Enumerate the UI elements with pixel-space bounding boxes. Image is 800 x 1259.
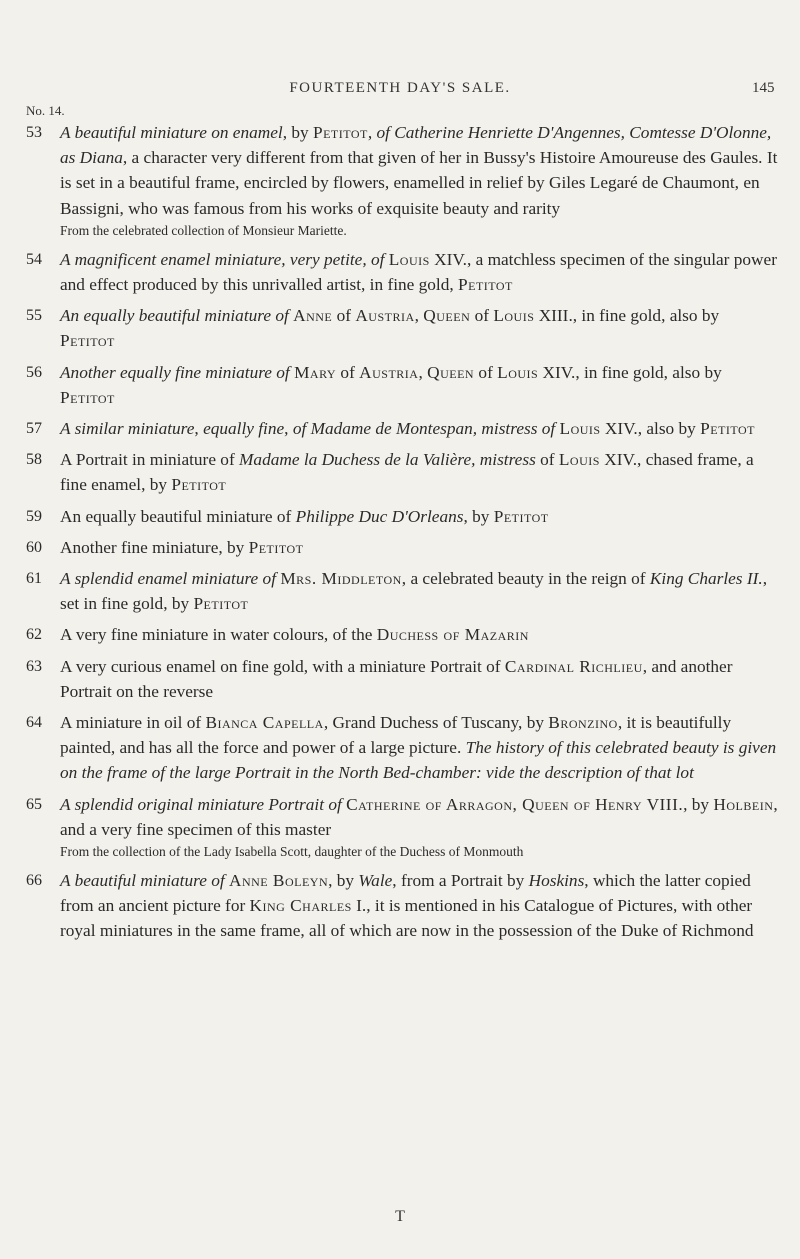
lot-text-segment: Petitot: [193, 594, 249, 614]
lot-text-segment: Louis: [559, 419, 601, 439]
lot-text-segment: Mary: [294, 362, 337, 382]
lot-number: 64: [26, 714, 42, 732]
lot-text-segment: King Charles: [249, 896, 352, 916]
lot-text-segment: Holbein: [713, 794, 774, 814]
page-number: 145: [752, 80, 775, 96]
lot-entry: [26, 654, 778, 704]
lot-text-segment: Duchess of Mazarin: [376, 625, 529, 645]
lot-entry: [26, 303, 778, 353]
signature-mark: T: [395, 1208, 405, 1225]
lot-text-segment: of: [535, 450, 559, 470]
lot-text-segment: XIV., in fine gold, also by: [538, 362, 722, 382]
lot-text-segment: Another fine miniature, by: [60, 537, 249, 557]
lot-number: 62: [26, 626, 42, 644]
lot-text-segment: A magnificent enamel miniature, very petite, of: [60, 249, 389, 269]
lot-text-segment: A similar miniature: [60, 419, 195, 439]
running-title: FOURTEENTH DAY'S SALE.: [289, 80, 511, 96]
lot-description: [60, 416, 778, 441]
lot-text-segment: Anne: [293, 306, 333, 326]
lot-text-segment: XIV., also by: [600, 419, 701, 439]
lot-text-segment: of Catherine Henriette D'Angennes, Comtesse D'Olonne, as Diana: [60, 123, 772, 168]
lot-text-segment: King Charles II.: [649, 569, 763, 589]
lot-description: [60, 247, 778, 297]
lot-text-segment: , and a very fine specimen of this master: [60, 794, 778, 839]
lot-description: [60, 504, 778, 529]
lot-text-segment: Petitot: [60, 387, 115, 407]
lot-text-segment: Austria: [355, 306, 415, 326]
lot-number: 63: [26, 657, 42, 675]
lot-text-segment: A beautiful miniature on enamel: [60, 123, 283, 142]
lot-entry: [26, 710, 778, 786]
lot-provenance: From the celebrated collection of Monsieur Mariette.: [60, 222, 347, 238]
lot-entry: [26, 360, 778, 410]
lot-number: 57: [26, 420, 42, 438]
lot-text-segment: A beautiful miniature of: [60, 871, 229, 891]
lot-description: [60, 447, 778, 497]
lot-text-segment: Queen: [427, 362, 475, 382]
lot-entry: [26, 120, 778, 241]
lot-text-segment: Petitot: [312, 123, 368, 142]
lot-description: [60, 566, 778, 616]
lot-number: 58: [26, 451, 42, 469]
lot-entry: [26, 868, 778, 944]
lot-text-segment: , by: [328, 871, 359, 891]
lot-text-segment: The history of this celebrated beauty is given on the frame of the large Portrait in the North Bed-chamber: vide the description of that lot: [60, 738, 777, 783]
lot-text-segment: Austria: [359, 362, 419, 382]
lot-entry: [26, 247, 778, 297]
lot-text-segment: Cardinal Richlieu: [504, 656, 643, 676]
lot-description: [60, 303, 778, 353]
lot-text-segment: Louis: [493, 306, 535, 326]
lot-number: 56: [26, 363, 42, 381]
lot-text-segment: , which the latter copied from an ancient picture for: [60, 871, 751, 916]
lot-number: 59: [26, 507, 42, 525]
lot-entry: [26, 535, 778, 560]
lot-text-segment: , and another Portrait on the reverse: [60, 656, 733, 701]
lot-description: [60, 360, 778, 410]
lot-description: [60, 622, 778, 647]
lot-text-segment: Petitot: [171, 475, 227, 495]
lot-text-segment: A very curious enamel on fine gold, with a miniature Portrait of: [60, 656, 505, 676]
batch-number: No. 14.: [26, 103, 65, 118]
lot-text-segment: I., it is mentioned in his Catalogue of Pictures, with other royal miniatures in the same frame, all of which are now in the possession of the Duke of Richmond: [60, 896, 754, 941]
lot-text-segment: Anne Boleyn: [228, 871, 329, 891]
lot-text-segment: A miniature in oil of: [60, 713, 206, 733]
lot-text-segment: , a character very different from that given of her in Bussy's Histoire Amoureuse des Gaules. It is set in a beautiful frame, encircled by flowers, enamelled in relief by Giles Legaré de Chaumont, en Bassigni, who was famous from his works of exquisite beauty and rarity: [60, 148, 778, 218]
lot-number: 66: [26, 872, 42, 890]
lot-text-segment: , Grand Duchess of Tuscany, by: [323, 713, 549, 733]
lot-entry: [26, 566, 778, 616]
lot-description: [60, 535, 778, 560]
lot-text-segment: Petitot: [493, 506, 549, 526]
lot-text-segment: , a celebrated beauty in the reign of: [401, 569, 650, 589]
lot-text-segment: A splendid original miniature Portrait of: [60, 794, 347, 814]
lot-text-segment: Bronzino: [548, 713, 618, 733]
lot-text-segment: ,: [414, 306, 424, 326]
lot-text-segment: , set in fine gold, by: [60, 569, 768, 614]
lot-entry: [26, 622, 778, 647]
lot-text-segment: Louis: [388, 249, 430, 269]
lot-text-segment: Petitot: [60, 331, 115, 351]
lot-text-segment: Petitot: [248, 537, 304, 557]
lot-description: [60, 792, 778, 842]
lot-text-segment: , by: [683, 794, 714, 814]
lot-text-segment: Madame la Duchess de la Valière, mistress: [239, 450, 536, 470]
lot-text-segment: of: [336, 362, 360, 382]
lot-number: 60: [26, 538, 42, 556]
lot-text-segment: , it is beautifully painted, and has all the force and power of a large picture.: [60, 713, 732, 758]
lot-number: 55: [26, 307, 42, 325]
lot-text-segment: equally fine: [203, 419, 285, 439]
lot-entry: [26, 504, 778, 529]
lot-text-segment: XIII., in fine gold, also by: [534, 306, 720, 326]
lot-entry: [26, 416, 778, 441]
lot-text-segment: A Portrait in miniature of: [60, 450, 240, 470]
lot-text-segment: XIV., chased frame, a fine enamel, by: [60, 450, 754, 495]
lot-text-segment: ,: [194, 419, 204, 439]
lot-text-segment: of: [474, 362, 498, 382]
lot-text-segment: ,: [367, 123, 377, 142]
lot-text-segment: of: [470, 306, 494, 326]
lot-text-segment: A splendid enamel miniature of: [60, 569, 281, 589]
lot-text-segment: Petitot: [458, 275, 513, 295]
lot-text-segment: An equally beautiful miniature of: [60, 506, 296, 526]
lot-text-segment: , from a Portrait by: [392, 871, 529, 891]
lot-description: [60, 120, 778, 221]
lot-number: 54: [26, 250, 42, 268]
lot-text-segment: Queen: [423, 306, 471, 326]
lot-text-segment: , by: [463, 506, 494, 526]
lot-text-segment: Philippe Duc D'Orleans: [295, 506, 464, 526]
lot-number: 61: [26, 570, 42, 588]
lot-text-segment: of: [332, 306, 356, 326]
lot-text-segment: A very fine miniature in water colours, of the: [60, 625, 377, 645]
lot-text-segment: , by: [282, 123, 313, 142]
lot-text-segment: Petitot: [700, 419, 756, 439]
lot-text-segment: ,: [284, 419, 293, 439]
lot-text-segment: Catherine of Arragon, Queen of Henry VIII.: [346, 794, 684, 814]
lot-text-segment: Hoskins: [528, 871, 585, 891]
lot-text-segment: Mrs. Middleton: [280, 569, 402, 589]
lot-list: [26, 120, 778, 950]
lot-number: 65: [26, 795, 42, 813]
lot-description: [60, 868, 778, 944]
lot-text-segment: An equally beautiful miniature of: [60, 306, 294, 326]
lot-text-segment: Louis: [497, 362, 539, 382]
lot-entry: [26, 447, 778, 497]
lot-text-segment: Bianca Capella: [205, 713, 324, 733]
lot-text-segment: Another equally fine miniature of: [60, 362, 295, 382]
lot-text-segment: ,: [418, 362, 428, 382]
lot-text-segment: Louis: [558, 450, 600, 470]
lot-description: [60, 710, 778, 786]
lot-entry: [26, 792, 778, 862]
lot-provenance: From the collection of the Lady Isabella Scott, daughter of the Duchess of Monmouth: [60, 844, 524, 860]
lot-text-segment: Wale: [358, 871, 393, 891]
lot-number: 53: [26, 124, 42, 141]
lot-description: [60, 654, 778, 704]
lot-text-segment: of Madame de Montespan, mistress of: [292, 419, 560, 439]
lot-text-segment: XIV., a matchless specimen of the singular power and effect produced by this unrivalled artist, in fine gold,: [60, 249, 777, 295]
